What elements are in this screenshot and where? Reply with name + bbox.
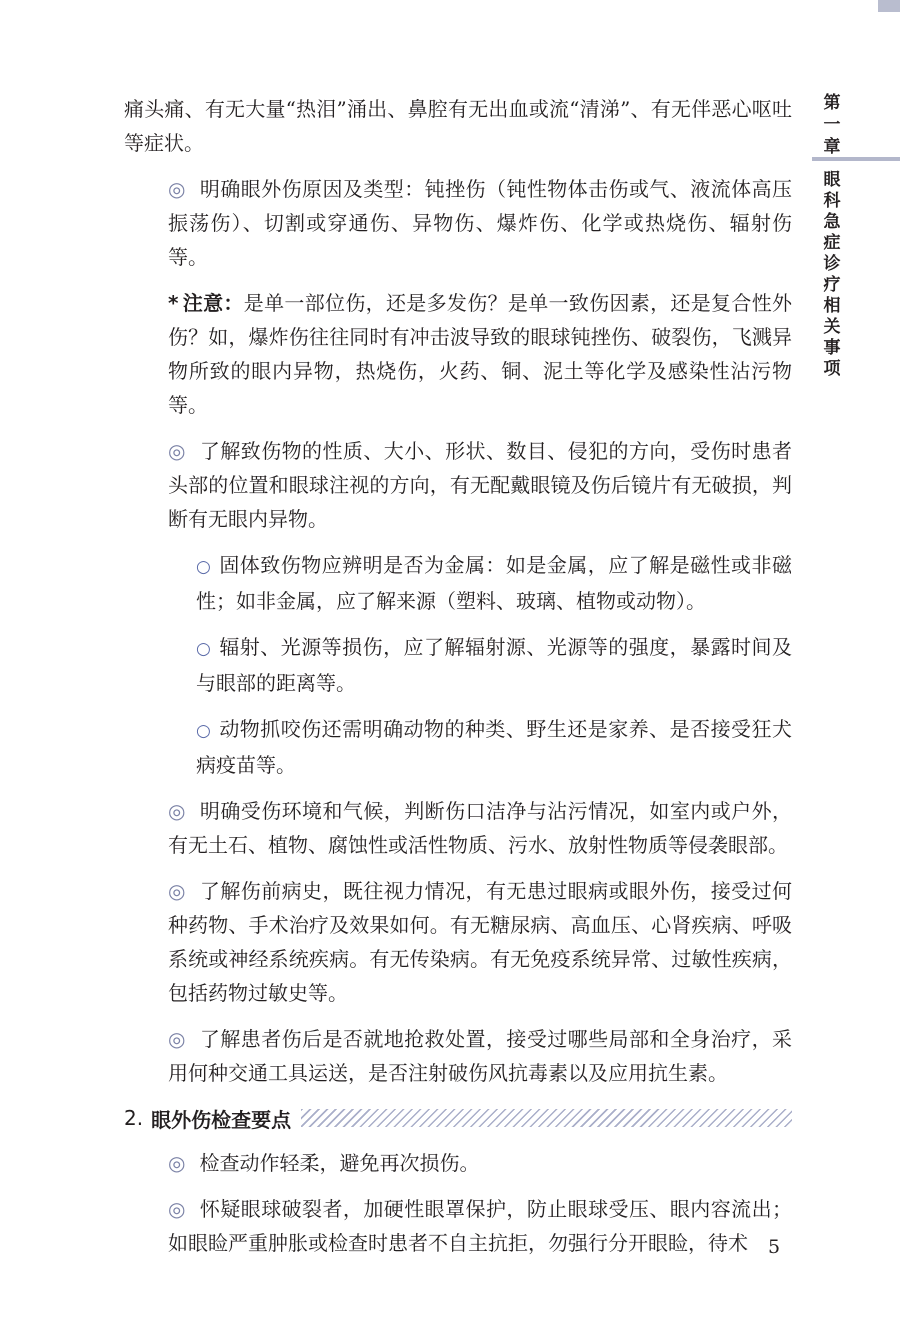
chapter-label-char: 第: [823, 93, 841, 113]
chapter-title-char: 关: [823, 317, 841, 337]
bullet-item: [124, 434, 792, 536]
bullet-item: [124, 1146, 792, 1180]
bullet-text: 怀疑眼球破裂者，加硬性眼罩保护，防止眼球受压、眼内容流出；如眼睑严重肿胀或检查时患者不自主抗拒，勿强行分开眼睑，待术: [168, 1197, 793, 1255]
note-text: 是单一部位伤，还是多发伤？是单一致伤因素，还是复合性外伤？如，爆炸伤往往同时有冲击波导致的眼球钝挫伤、破裂伤，飞溅异物所致的眼内异物，热烧伤，火药、铜、泥土等化学及感染性沾污物等。: [168, 291, 793, 417]
sub-bullet-item: [124, 630, 792, 700]
note-paragraph: [124, 286, 792, 422]
chapter-title-char: 诊: [823, 254, 841, 274]
chapter-title-char: 急: [823, 212, 841, 232]
section-heading: [124, 1102, 792, 1134]
double-circle-bullet-icon: ◎: [168, 1197, 186, 1221]
sub-bullet-text: 动物抓咬伤还需明确动物的种类、野生还是家养、是否接受狂犬病疫苗等。: [196, 717, 792, 777]
bullet-text: 检查动作轻柔，避免再次损伤。: [199, 1151, 480, 1175]
chapter-title-char: 相: [823, 296, 841, 316]
page-corner-mark: [878, 0, 900, 12]
double-circle-bullet-icon: ◎: [168, 177, 186, 201]
chapter-label-char: 章: [823, 137, 841, 157]
bullet-item: [124, 1192, 792, 1260]
chapter-label: [812, 92, 852, 158]
circle-bullet-icon: ○: [196, 639, 212, 659]
double-circle-bullet-icon: ◎: [168, 879, 186, 903]
chapter-title-char: 事: [823, 338, 841, 358]
note-label: 注意：: [182, 291, 244, 315]
section-number: 2.: [124, 1106, 144, 1130]
chapter-label-char: 一: [823, 115, 841, 135]
bullet-text: 了解伤前病史，既往视力情况，有无患过眼病或眼外伤，接受过何种药物、手术治疗及效果如何。有无糖尿病、高血压、心肾疾病、呼吸系统或神经系统疾病。有无传染病。有无免疫系统异常、过敏性疾病，包括药物过敏史等。: [168, 879, 793, 1005]
section-title: 眼外伤检查要点: [151, 1107, 292, 1132]
sub-bullet-item: [124, 712, 792, 782]
double-circle-bullet-icon: ◎: [168, 1027, 186, 1051]
chapter-title-char: 眼: [823, 170, 841, 190]
asterisk-icon: *: [168, 291, 179, 315]
page-number: 5: [768, 1236, 781, 1258]
bullet-item: [124, 874, 792, 1010]
bullet-text: 了解致伤物的性质、大小、形状、数目、侵犯的方向，受伤时患者头部的位置和眼球注视的方向，有无配戴眼镜及伤后镜片有无破损，判断有无眼内异物。: [168, 439, 793, 531]
page-body: [124, 92, 792, 1272]
double-circle-bullet-icon: ◎: [168, 1151, 186, 1175]
bullet-item: [124, 172, 792, 274]
circle-bullet-icon: ○: [196, 557, 212, 577]
chapter-title-char: 项: [823, 359, 841, 379]
paragraph: [124, 92, 792, 160]
double-circle-bullet-icon: ◎: [168, 439, 186, 463]
double-circle-bullet-icon: ◎: [168, 799, 186, 823]
section-hatch-decoration: [301, 1109, 792, 1127]
sub-bullet-text: 辐射、光源等损伤，应了解辐射源、光源等的强度，暴露时间及与眼部的距离等。: [196, 635, 792, 695]
chapter-title: [812, 170, 852, 380]
bullet-text: 明确受伤环境和气候，判断伤口洁净与沾污情况，如室内或户外，有无土石、植物、腐蚀性或活性物质、污水、放射性物质等侵袭眼部。: [168, 799, 793, 857]
bullet-text: 明确眼外伤原因及类型：钝挫伤（钝性物体击伤或气、液流体高压振荡伤）、切割或穿通伤、异物伤、爆炸伤、化学或热烧伤、辐射伤等。: [168, 177, 793, 269]
bullet-item: [124, 1022, 792, 1090]
paragraph-text: 痛头痛、有无大量“热泪”涌出、鼻腔有无出血或流“清涕”、有无伴恶心呕吐等症状。: [124, 97, 792, 155]
chapter-title-char: 症: [823, 233, 841, 253]
sub-bullet-item: [124, 548, 792, 618]
chapter-title-char: 科: [823, 191, 841, 211]
bullet-item: [124, 794, 792, 862]
circle-bullet-icon: ○: [196, 721, 212, 741]
chapter-divider: [812, 157, 900, 161]
sub-bullet-text: 固体致伤物应辨明是否为金属：如是金属，应了解是磁性或非磁性；如非金属，应了解来源（塑料、玻璃、植物或动物）。: [196, 553, 792, 613]
bullet-text: 了解患者伤后是否就地抢救处置，接受过哪些局部和全身治疗，采用何种交通工具运送，是否注射破伤风抗毒素以及应用抗生素。: [168, 1027, 793, 1085]
chapter-title-char: 疗: [823, 275, 841, 295]
